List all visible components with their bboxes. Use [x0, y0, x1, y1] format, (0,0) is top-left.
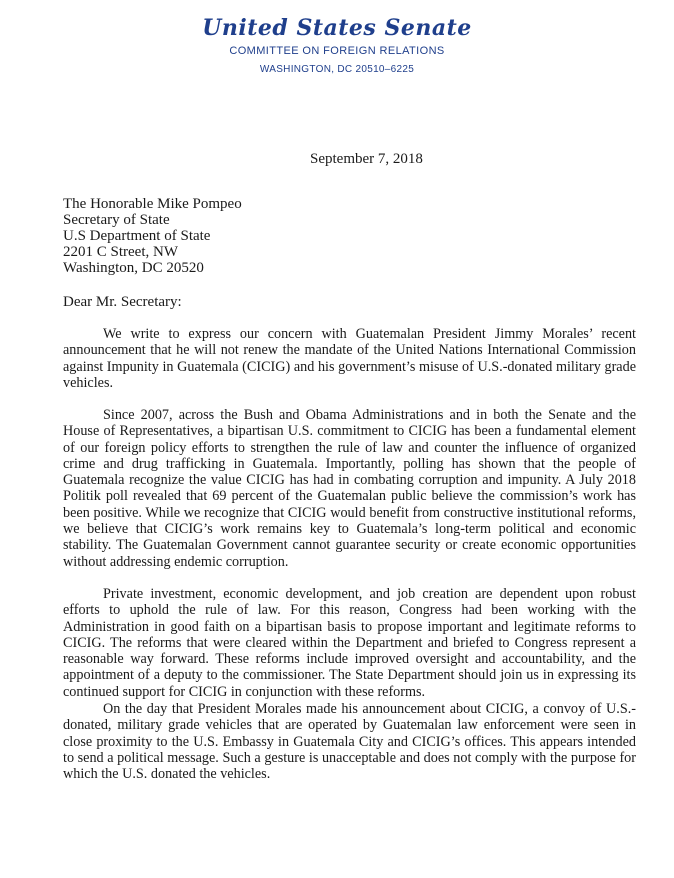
letterhead-address: WASHINGTON, DC 20510–6225: [259, 64, 415, 75]
letterhead-committee: COMMITTEE ON FOREIGN RELATIONS: [229, 45, 445, 57]
paragraph-1: We write to express our concern with Guatemalan President Jimmy Morales’ recent announcement that he will not renew the mandate of the United Nations International Commission against Impunity in Guatemala (CICIG) and his government’s misuse of U.S.-donated military grade vehicles.: [63, 326, 636, 391]
addressee-city: Washington, DC 20520: [63, 260, 204, 276]
addressee-department: U.S Department of State: [63, 228, 211, 244]
letterhead: [0, 14, 674, 77]
letter-date: September 7, 2018: [310, 151, 423, 167]
paragraph-3: Private investment, economic development, and job creation are dependent upon robust efforts to uphold the rule of law. For this reason, Congress had been working with the Administration in good faith on a bipartisan basis to propose important and legitimate reforms to CICIG. The reforms that were cleared within the Department and briefed to Congress represent a reasonable way forward. These reforms include improved oversight and accountability, and the appointment of a deputy to the commissioner. The State Department should join us in expressing its continued support for CICIG in conjunction with these reforms.: [63, 586, 636, 700]
letterhead-title: United States Senate: [202, 15, 472, 41]
addressee-name: The Honorable Mike Pompeo: [63, 196, 242, 212]
addressee-street: 2201 C Street, NW: [63, 244, 178, 260]
paragraph-2: Since 2007, across the Bush and Obama Administrations and in both the Senate and the House of Representatives, a bipartisan U.S. commitment to CICIG has been a fundamental element of our foreign policy efforts to strengthen the rule of law and counter the influence of organized crime and drug trafficking in Guatemala. Importantly, polling has shown that the people of Guatemala recognize the value CICIG has had in combating corruption and impunity. A July 2018 Politik poll revealed that 69 percent of the Guatemalan public believe the commission’s work has been positive. While we recognize that CICIG would benefit from constructive institutional reforms, we believe that CICIG’s work remains key to Guatemala’s long-term political and economic stability. The Guatemalan Government cannot guarantee security or create economic opportunities without addressing endemic corruption.: [63, 407, 636, 570]
paragraph-4: On the day that President Morales made his announcement about CICIG, a convoy of U.S.-donated, military grade vehicles that are operated by Guatemalan law enforcement were seen in close proximity to the U.S. Embassy in Guatemala City and CICIG’s offices. This appears intended to send a political message. Such a gesture is unacceptable and does not comply with the purpose for which the U.S. donated the vehicles.: [63, 701, 636, 783]
salutation: Dear Mr. Secretary:: [63, 294, 182, 310]
addressee-title: Secretary of State: [63, 212, 170, 228]
addressee-block: [63, 196, 242, 276]
